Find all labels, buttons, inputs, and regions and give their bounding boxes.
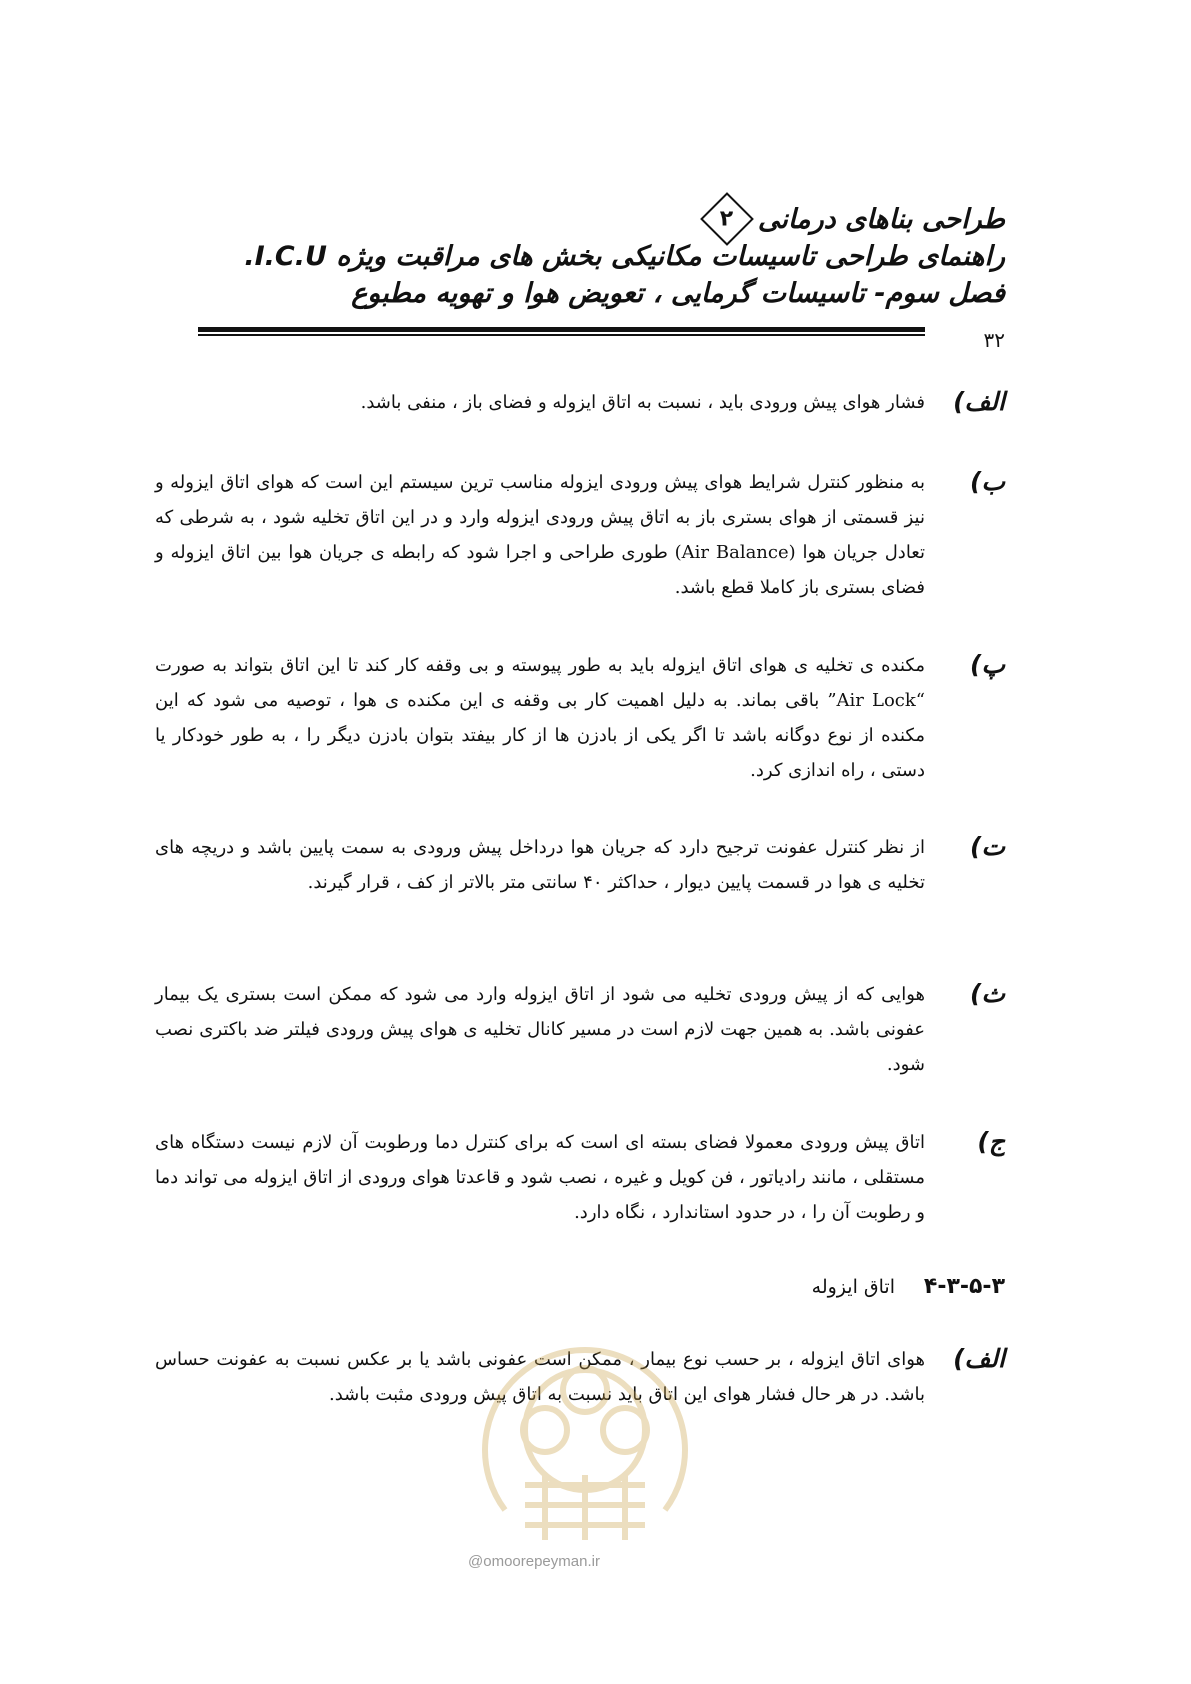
section-number: ۴-۳-۵-۳ xyxy=(923,1274,1005,1299)
page-number: ۳۲ xyxy=(983,328,1005,352)
item-text: هوای اتاق ایزوله ، بر حسب نوع بیمار ، ممکن است عفونی باشد یا بر عکس نسبت به عفونت حساس باشد. در هر حال فشار هوای این اتاق باید نسبت به اتاق پیش ورودی مثبت باشد. xyxy=(155,1349,925,1405)
section-heading xyxy=(155,1272,1005,1302)
header-line-3: فصل سوم- تاسیسات گرمایی ، تعویض هوا و تهویه مطبوع xyxy=(351,278,1005,309)
list-item xyxy=(155,977,1005,1082)
header-line-1 xyxy=(205,200,1005,238)
header-title: طراحی بناهای درمانی xyxy=(757,203,1005,235)
item-label: الف) xyxy=(953,1344,1005,1373)
item-text: به منظور کنترل شرایط هوای پیش ورودی ایزوله مناسب ترین سیستم این است که هوای اتاق ایزوله و نیز قسمتی از هوای بستری باز به اتاق پیش ورودی ایزوله وارد و در این اتاق تخلیه شود ، به شرطی که تعادل جریان هوا (Air Balance) طوری طراحی و اجرا شود که رابطه ی جریان هوا بین اتاق ایزوله و فضای بستری باز کاملا قطع باشد. xyxy=(155,472,925,598)
list-item xyxy=(155,830,1005,900)
page-header xyxy=(205,200,1005,312)
item-label: ت) xyxy=(970,832,1005,861)
item-label: الف) xyxy=(953,387,1005,416)
list-item xyxy=(155,385,1005,420)
watermark-text: @omoorepeyman.ir xyxy=(468,1553,600,1570)
item-text: اتاق پیش ورودی معمولا فضای بسته ای است که برای کنترل دما ورطوبت آن لازم نیست دستگاه های مستقلی ، مانند رادیاتور ، فن کویل و غیره ، نصب شود و قاعدتا هوای ورودی از اتاق ایزوله می تواند دما و رطوبت آن را ، در حدود استاندارد ، نگاه دارد. xyxy=(155,1132,925,1223)
header-rule-thick xyxy=(198,327,925,332)
item-text: فشار هوای پیش ورودی باید ، نسبت به اتاق ایزوله و فضای باز ، منفی باشد. xyxy=(360,392,925,413)
list-item xyxy=(155,1125,1005,1230)
item-text: مکنده ی تخلیه ی هوای اتاق ایزوله باید به طور پیوسته و بی وقفه کار کند تا این اتاق بتواند به صورت “Air Lock” باقی بماند. به دلیل اهمیت کار بی وقفه ی این مکنده ی هوا ، توصیه می شود که این مکنده از نوع دوگانه باشد تا اگر یکی از بادزن ها از کار بیفتد بتوان بادزن دیگر را ، به طور خودکار یا دستی ، راه اندازی کرد. xyxy=(155,655,925,781)
item-label: ج) xyxy=(977,1127,1005,1156)
item-label: پ) xyxy=(970,650,1005,679)
section-title: اتاق ایزوله xyxy=(811,1276,895,1298)
item-text: از نظر کنترل عفونت ترجیح دارد که جریان هوا درداخل پیش ورودی به سمت پایین باشد و دریچه های تخلیه ی هوا در قسمت پایین دیوار ، حداکثر ۴۰ سانتی متر بالاتر از کف ، قرار گیرند. xyxy=(155,837,925,893)
list-item xyxy=(155,465,1005,605)
item-label: ث) xyxy=(970,979,1005,1008)
header-rule-thin xyxy=(198,334,925,336)
item-label: ب) xyxy=(970,467,1005,496)
header-rule xyxy=(198,327,925,336)
header-line-2: راهنمای طراحی تاسیسات مکانیکی بخش های مراقبت ویژه I.C.U. xyxy=(244,241,1005,272)
watermark-seal-icon xyxy=(465,1310,705,1550)
chapter-number: ۲ xyxy=(720,206,734,232)
list-item xyxy=(155,648,1005,788)
item-text: هوایی که از پیش ورودی تخلیه می شود از اتاق ایزوله وارد می شود که ممکن است بستری یک بیمار عفونی باشد. به همین جهت لازم است در مسیر کانال تخلیه ی هوای پیش ورودی فیلتر ضد باکتری نصب شود. xyxy=(155,984,925,1075)
